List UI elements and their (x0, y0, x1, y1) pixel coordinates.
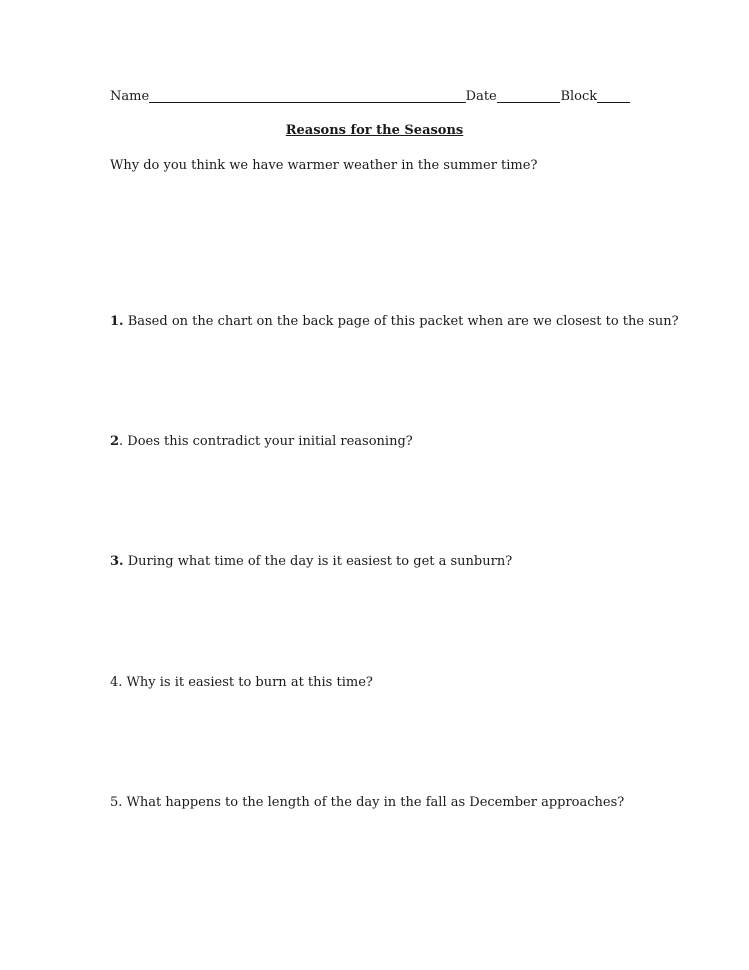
block-field[interactable] (597, 89, 630, 103)
question-text: . Does this contradict your initial reasoning? (119, 434, 413, 449)
question-2 (110, 433, 413, 451)
date-label: Date (465, 89, 497, 104)
date-field[interactable] (497, 89, 561, 103)
question-number: 1. (110, 314, 124, 329)
question-text: What happens to the length of the day in the fall as December approaches? (122, 795, 625, 810)
block-label: Block (560, 89, 598, 104)
question-text: During what time of the day is it easiest to get a sunburn? (123, 554, 513, 569)
intro-question: Why do you think we have warmer weather in the summer time? (110, 158, 538, 173)
question-1 (110, 313, 679, 331)
question-number: 2 (110, 434, 120, 449)
worksheet-title (0, 122, 749, 140)
question-number: 5. (110, 795, 123, 810)
name-field[interactable] (149, 89, 466, 103)
question-number: 4. (110, 675, 123, 690)
question-5 (110, 794, 624, 812)
question-4 (110, 674, 373, 692)
worksheet-title-text: Reasons for the Seasons (285, 123, 464, 138)
question-number: 3. (110, 554, 124, 569)
name-label: Name (110, 89, 150, 104)
question-text: Based on the chart on the back page of this packet when are we closest to the sun? (123, 314, 679, 329)
question-3 (110, 553, 512, 571)
student-info-line (110, 88, 630, 106)
question-text: Why is it easiest to burn at this time? (122, 675, 373, 690)
